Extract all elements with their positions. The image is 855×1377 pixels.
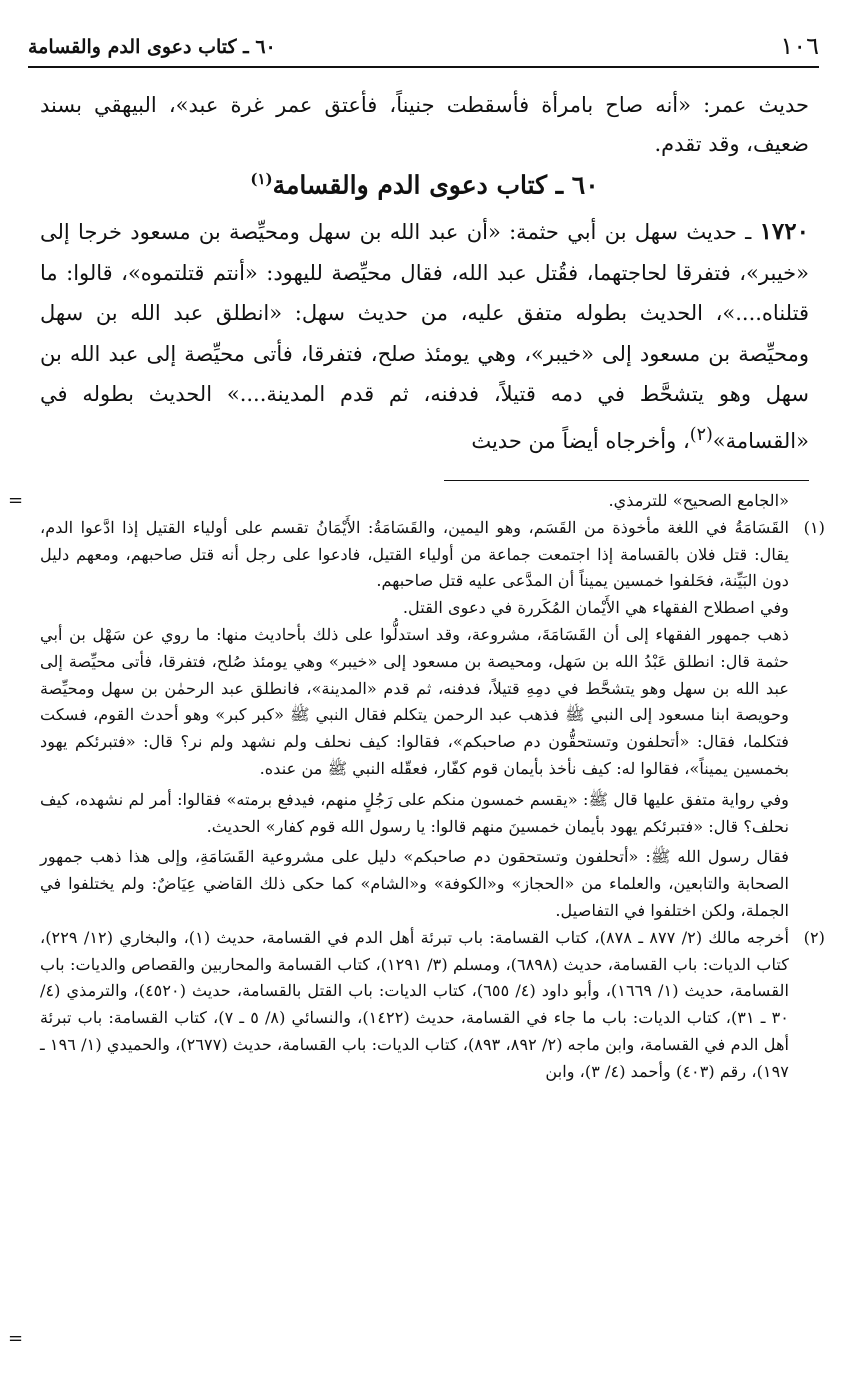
hadith-paragraph [40, 212, 809, 461]
chapter-footnote-ref: (١) [250, 170, 273, 188]
intro-text: حديث عمر: «أنه صاح بامرأة فأسقطت جنيناً، فأعتق عمر غرة عبد»، البيهقي بسند ضعيف، وقد تقدم. [40, 93, 809, 156]
footnote-1-para-4: وفي رواية متفق عليها قال ﷺ: «يقسم خمسون منكم على رَجُلٍ منهم، فيدفع برمته» فقالوا: أمر لم نشهده، كيف نحلف؟ قال: «فتبرئكم يهود بأيمان خمسينَ منهم قالوا: يا رسول الله قوم كفار» الحديث. [40, 789, 789, 836]
hadith-text-part1: ـ حديث سهل بن أبي حثمة: «أن عبد الله بن سهل ومحيِّصة بن مسعود خرجا إلى «خيبر»، فتفرقا لحاجتهما، فقُتل عبد الله، فقال محيِّصة لليهود: «أنتم قتلتموه»، قالوا: ما قتلناه....»، الحديث بطوله متفق عليه، من حديث سهل: «انطلق عبد الله بن سهل ومحيِّصة بن مسعود إلى «خيبر»، وهي يومئذ صلح، فتفرقا، فأتى محيِّصة إلى عبد الله بن سهل وهو يتشحَّط في دمه قتيلاً، فدفنه، ثم قدم المدينة....» الحديث بطوله في «القسامة» [40, 220, 809, 453]
footnotes [40, 488, 825, 1086]
page-header [28, 30, 819, 64]
footnote-2-marker: (٢) [803, 927, 825, 947]
continuation-mark-top: = [8, 490, 24, 511]
running-title: ٦٠ ـ كتاب دعوى الدم والقسامة [28, 36, 276, 58]
footnote-1-marker: (١) [803, 517, 825, 537]
page-number: ١٠٦ [780, 32, 819, 60]
footnote-1-para-2: وفي اصطلاح الفقهاء هي الأَيْمان المُكَررة في دعوى القتل. [402, 598, 789, 618]
footnote-separator [444, 480, 809, 481]
hadith-text-part2: ، وأخرجاه أيضاً من حديث [471, 428, 690, 453]
header-rule [28, 66, 819, 68]
footnote-1-para-1: القَسَامَةُ في اللغة مأخوذة من القَسَم، وهو اليمين، والقَسَامَةُ: الأَيْمَانُ تقسم على أولياء القتيل إذا ادَّعوا الدم، يقال: قتل فلان بالقسامة إذا اجتمعت جماعة من أولياء القتيل، فادعوا على رجل أنه قتل صاحبهم، ومعهم دليل دون البَيِّنة، فحَلفوا خمسين يميناً أن المدَّعى عليه قتل صاحبهم. [40, 517, 789, 591]
hadith-footnote-ref: (٢) [689, 424, 713, 445]
chapter-title [40, 170, 809, 199]
hadith-number: ١٧٢٠ [759, 218, 809, 245]
footnote-1-para-3: ذهب جمهور الفقهاء إلى أن القَسَامَةَ، مشروعة، وقد استدلُّوا على ذلك بأحاديث منها: ما روي عن سَهْل بن أبي حثمة قال: انطلق عَبْدُ الله بن سَهل، ومحيصة بن مسعود إلى «خيبر» وهي يومئذ صُلح، فتفرقا، فأتى محيِّصة إلى عبد الله بن سهل وهو يتشحَّط في دمِهِ قتيلاً، فدفنه، ثم قدم «المدينة»، فانطلق عبد الرحمٰن بن سهل ومحيِّصة وحويصة ابنا مسعود إلى النبي ﷺ فذهب عبد الرحمن يتكلم فقال النبي ﷺ «كبر كبر» وهو أحدث القوم، فسكت فتكلما، فقال: «أتحلفون وتستحقُّون دم صاحبكم»، فقالوا: كيف نحلف ولم نشهد ولم نر؟ قال: «فتبرئكم يهود بخمسين يميناً»، فقالوا له: كيف نأخذ بأيمان قوم كفّار، فعقّله النبي ﷺ من عنده. [40, 624, 789, 778]
continuation-mark-bottom: = [8, 1328, 24, 1349]
footnote-2-text: أخرجه مالك (٢/ ٨٧٧ ـ ٨٧٨)، كتاب القسامة: باب تبرئة أهل الدم في القسامة، حديث (١)، والبخاري (١٢/ ٢٢٩)، كتاب الديات: باب القسامة، حديث (٦٨٩٨)، ومسلم (٣/ ١٢٩١)، كتاب القسامة والمحاربين والقصاص والديات: باب القسامة، حديث (١/ ١٦٦٩)، وأبو داود (٤/ ٦٥٥)، كتاب الديات: باب القتل بالقسامة، حديث (٤٥٢٠)، والترمذي (٤/ ٣٠ ـ ٣١)، كتاب الديات: باب ما جاء في القسامة، حديث (١٤٢٢)، والنسائي (٨/ ٥ ـ ٧)، كتاب القسامة: باب تبرئة أهل الدم في القسامة، وابن ماجه (٢/ ٨٩٢، ٨٩٣)، كتاب الديات: باب القسامة، حديث (٢٦٧٧)، والحميدي (١/ ١٩٦ ـ ١٩٧)، رقم (٤٠٣) وأحمد (٤/ ٣)، وابن [40, 927, 789, 1081]
footnote-2 [40, 925, 825, 1086]
chapter-title-text: ٦٠ ـ كتاب دعوى الدم والقسامة [272, 170, 599, 200]
intro-paragraph [40, 86, 809, 164]
footnote-1 [40, 515, 825, 925]
footnote-1-para-5: فقال رسول الله ﷺ: «أتحلفون وتستحقون دم صاحبكم» دليل على مشروعية القَسَامَةِ، وإلى هذا ذهب جمهور الصحابة والتابعين، والعلماء من «الحجاز» و«الكوفة» و«الشام» كما حكى ذلك القاضي عِيَاضٌ: ولم يختلفوا في الجملة، ولكن اختلفوا في التفاصيل. [40, 847, 789, 920]
footnote-continuation: «الجامع الصحيح» للترمذي. [608, 491, 789, 510]
